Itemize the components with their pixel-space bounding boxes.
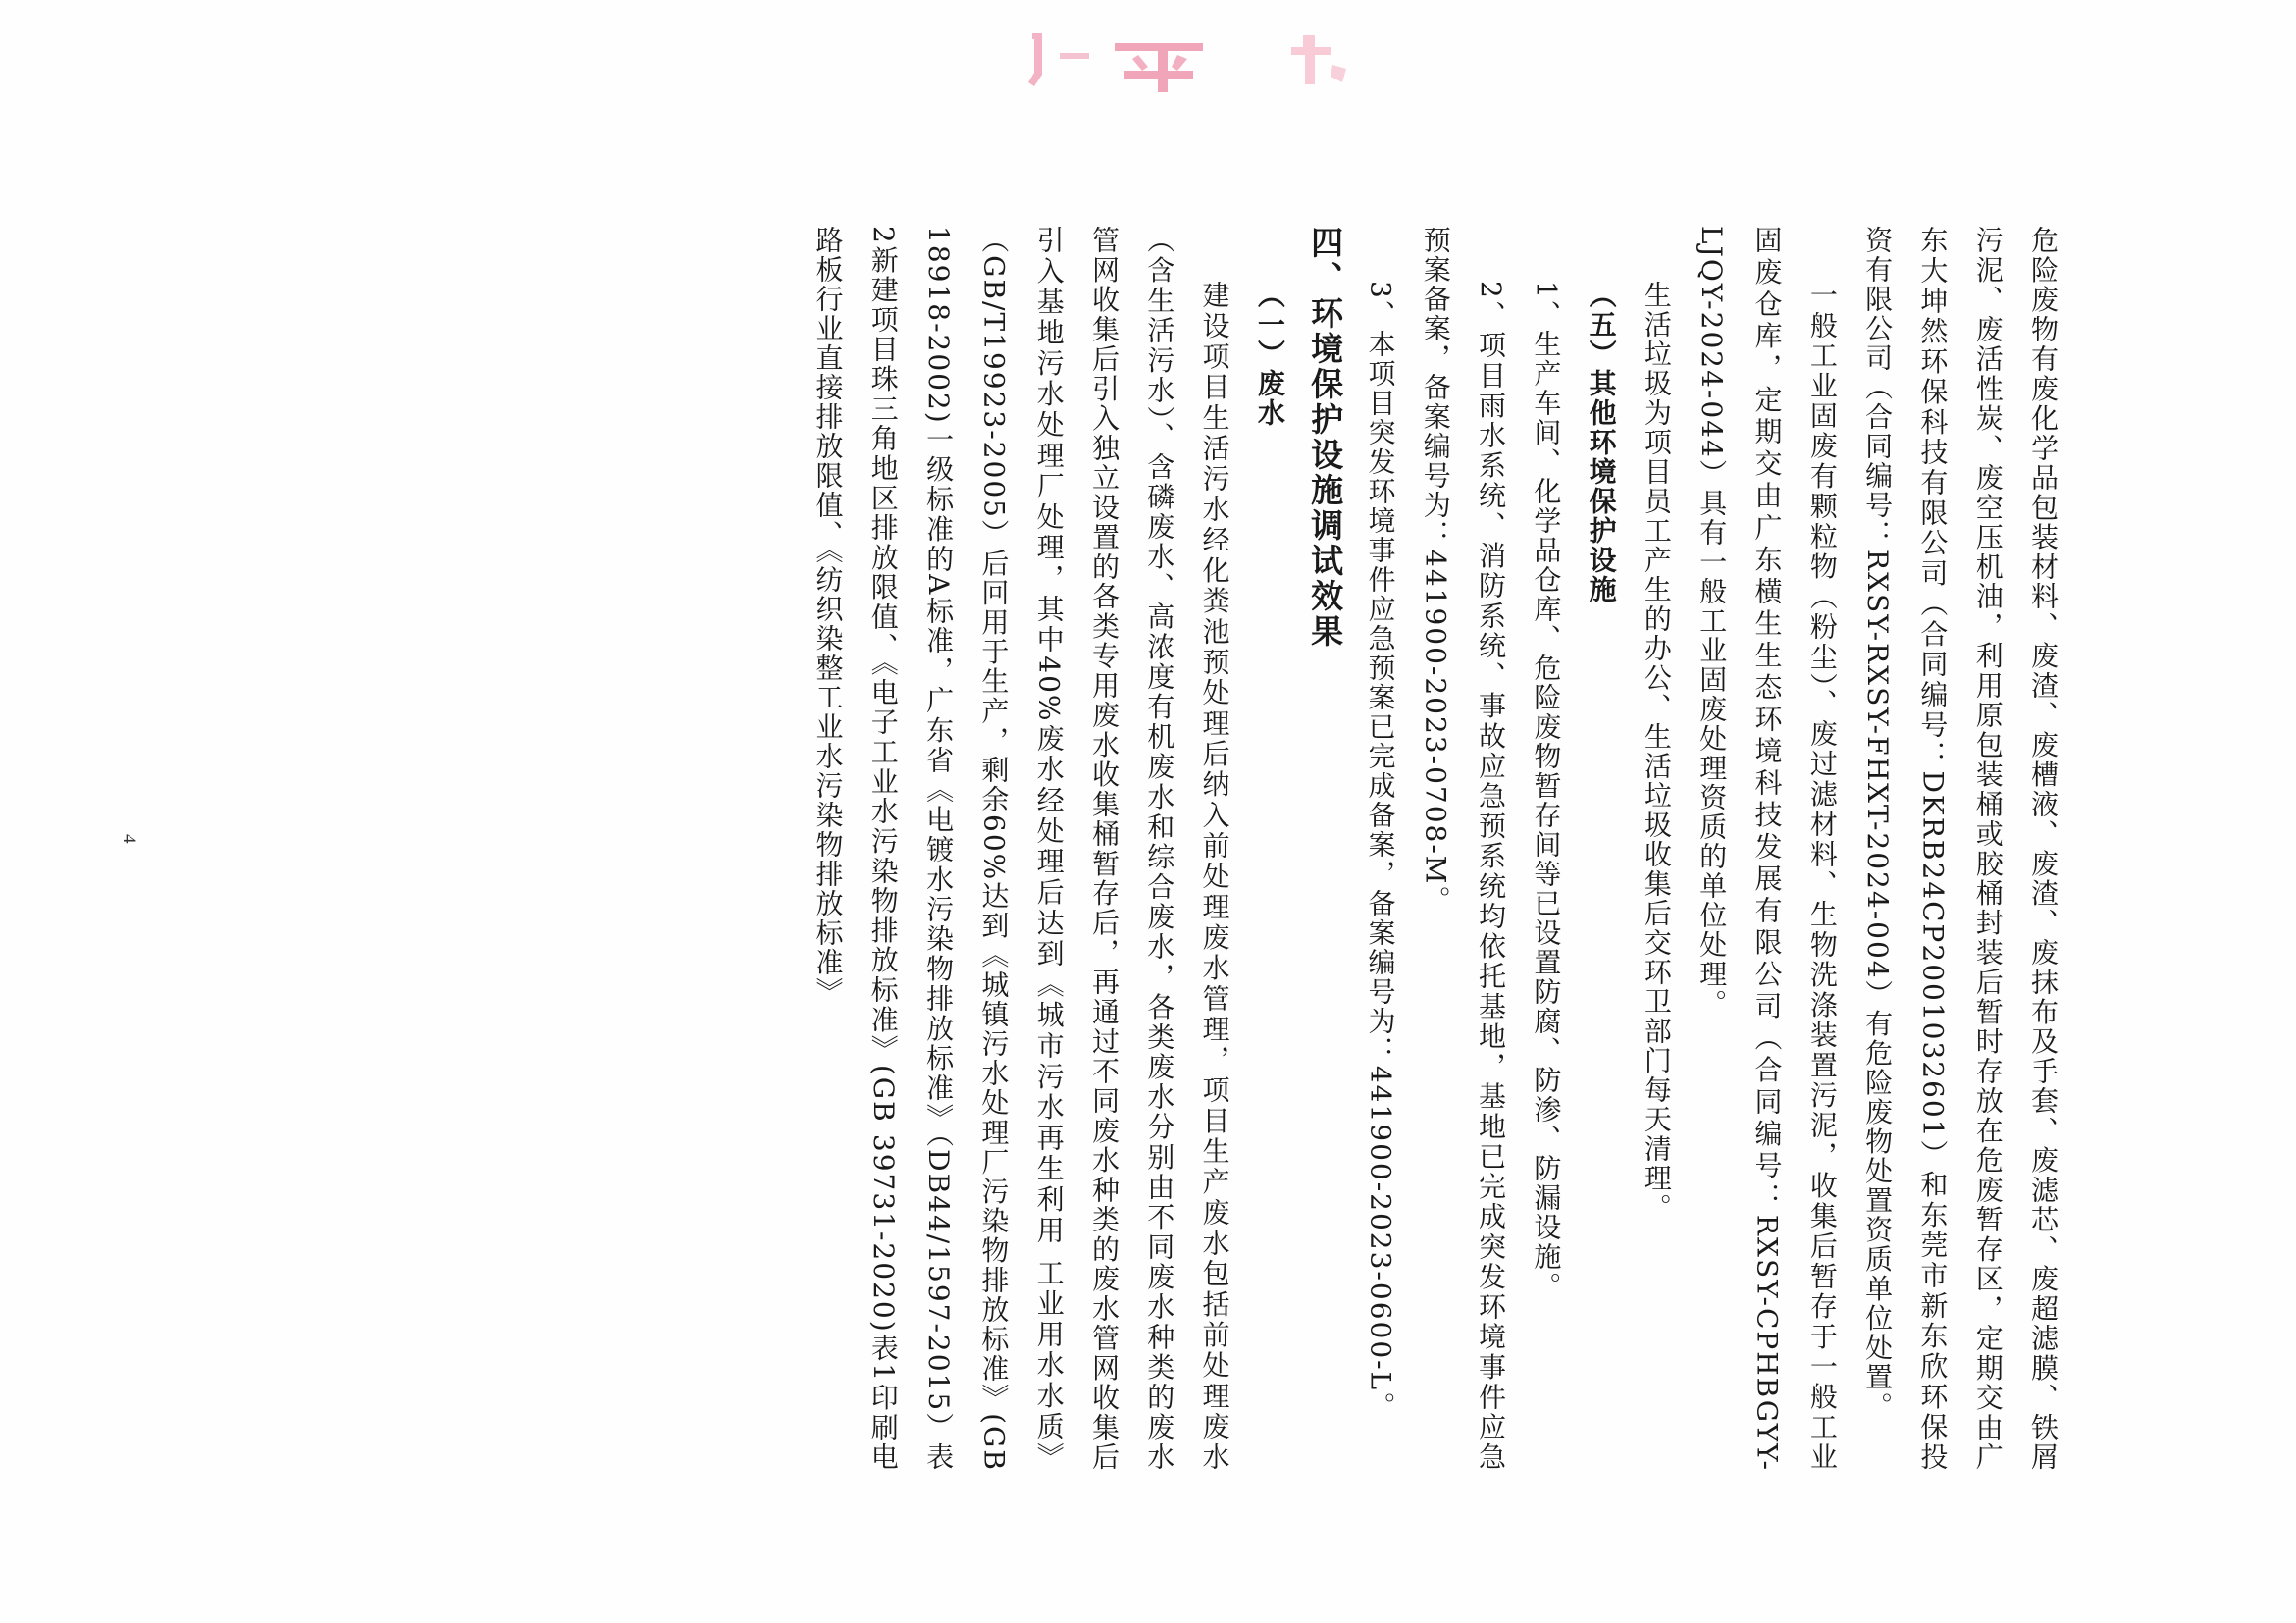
red-seal-stamp xyxy=(1020,26,1354,94)
list-item-1-anticorrosion: 1、生产车间、化学品仓库、危险废物暂存间等已设置防腐、防渗、防漏设施。 xyxy=(1530,281,1563,1301)
list-item-3-emergency-project: 3、本项目突发环境事件应急预案已完成备案，备案编号为：441900-2023-0600-L。 xyxy=(1364,281,1397,1422)
paragraph-hazardous-waste: 危险废物有废化学品包装材料、废渣、废槽液、废渣、废抹布及手套、废滤芯、废超滤膜、铁屑污泥、废活性炭、废空压机油，利用原包装桶或胶桶封装后暂时存放在危废暂存区，定期交由广东大坤然环保科技有限公司（合同编号：DKRB24CP2001032601）和东莞市新东欣环保投资有限公司（合同编号：RXSY-RXSY-FHXT-2024-004）有危险废物处置资质单位处置。 xyxy=(1861,226,2060,1472)
section-heading-other-facilities: （五）其他环境保护设施 xyxy=(1585,281,1618,604)
section-heading-wastewater: （一）废水 xyxy=(1253,281,1286,428)
paragraph-general-solid-waste: 一般工业固废有颗粒物（粉尘）、废过滤材料、生物洗涤装置污泥，收集后暂存于一般工业固废仓库，定期交由广东横生生态环境科技发展有限公司（合同编号：RXSY-CPHBGYY-LJQY-2024-044）具有一般工业固废处理资质的单位处理。 xyxy=(1696,226,1839,1472)
seal-fragment-graphic xyxy=(1020,26,1354,94)
paragraph-domestic-waste: 生活垃圾为项目员工产生的办公、生活垃圾收集后交环卫部门每天清理。 xyxy=(1640,281,1673,1223)
document-body xyxy=(226,226,2070,1472)
page-number: 4 xyxy=(119,834,139,844)
list-item-2-emergency-base: 2、项目雨水系统、消防系统、事故应急预系统均依托基地，基地已完成突发环境事件应急预案备案，备案编号为：441900-2023-0708-M。 xyxy=(1419,226,1508,1472)
chapter-heading-commissioning-results: 四、环境保护设施调试效果 xyxy=(1306,226,1345,650)
paragraph-wastewater-treatment: 建设项目生活污水经化粪池预处理后纳入前处理废水管理，项目生产废水包括前处理废水（含生活污水）、含磷废水、高浓度有机废水和综合废水，各类废水分别由不同废水种类的废水管网收集后引入独立设置的各类专用废水收集桶暂存后，再通过不同废水种类的废水管网收集后引入基地污水处理厂处理，其中40%废水经处理后达到《城市污水再生利用 工业用水水质》（GB/T19923-2005）后回用于生产，剩余60%达到《城镇污水处理厂污染物排放标准》(GB 18918-2002)一级标准的A标准，广东省《电镀水污染物排放标准》（DB44/1597-2015）表2新建项目珠三角地区排放限值、《电子工业水污染物排放标准》(GB 39731-2020)表1印刷电路板行业直接排放限值、《纺织染整工业水污染物排放标准》 xyxy=(811,226,1231,1472)
